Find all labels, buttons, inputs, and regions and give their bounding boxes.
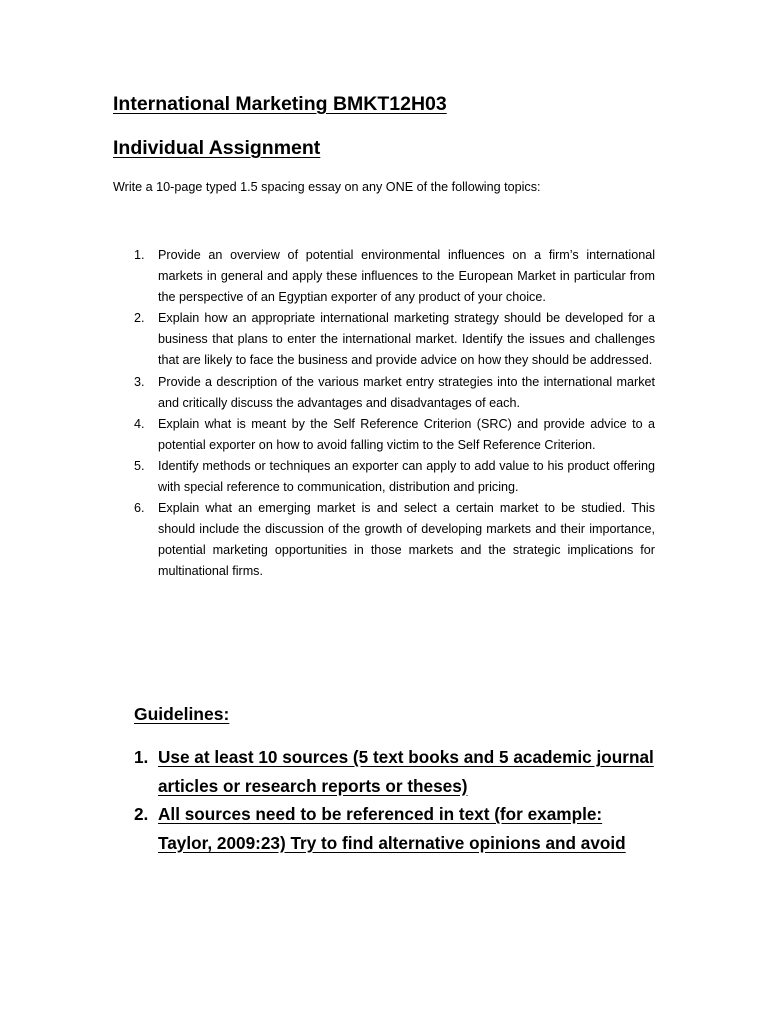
topics-list [134,245,655,583]
topic-text: Explain what is meant by the Self Reference Criterion (SRC) and provide advice to a potential exporter on how to avoid falling victim to the Self Reference Criterion. [158,416,655,452]
document-subtitle: Individual Assignment [113,137,321,159]
document-title: International Marketing BMKT12H03 [113,93,447,115]
topic-text: Identify methods or techniques an exporter can apply to add value to his product offering with special reference to communication, distribution and pricing. [158,458,655,495]
guideline-number: 2. [134,804,149,824]
topic-item [134,456,655,498]
topic-item [134,498,655,582]
topic-text: Explain how an appropriate international marketing strategy should be developed for a business that plans to enter the international market. Identify the issues and challenges that are likely to face the business and provide advice on how they should be addressed. [158,311,655,368]
topic-item [134,245,655,308]
topic-text: Provide an overview of potential environmental influences on a firm’s international markets in general and apply these influences to the European Market in particular from the perspective of an Egyptian exporter of any product of your choice. [158,248,655,305]
topic-item [134,308,655,371]
guideline-text: Use at least 10 sources (5 text books and 5 academic journal articles or research reports or theses) [158,747,654,796]
guidelines-heading: Guidelines: [134,704,230,724]
guidelines-list [134,743,654,857]
guideline-item [134,743,654,800]
topic-number: 2. [134,311,145,326]
topic-text: Provide a description of the various market entry strategies into the international market and critically discuss the advantages and disadvantages of each. [158,374,655,410]
topic-number: 6. [134,501,145,516]
guideline-text: All sources need to be referenced in text (for example: Taylor, 2009:23) Try to find alternative opinions and avoid [158,804,626,853]
topic-number: 5. [134,458,145,473]
topic-item [134,414,655,456]
topic-number: 4. [134,416,145,431]
guideline-number: 1. [134,747,149,767]
topic-item [134,372,655,414]
topic-number: 1. [134,248,145,262]
topic-number: 3. [134,374,145,389]
intro-text: Write a 10-page typed 1.5 spacing essay on any ONE of the following topics: [113,180,541,194]
guideline-item [134,800,654,857]
topic-text: Explain what an emerging market is and select a certain market to be studied. This should include the discussion of the growth of developing markets and their importance, potential marketing opportunities in those markets and the strategic implications for multinational firms. [158,501,655,579]
